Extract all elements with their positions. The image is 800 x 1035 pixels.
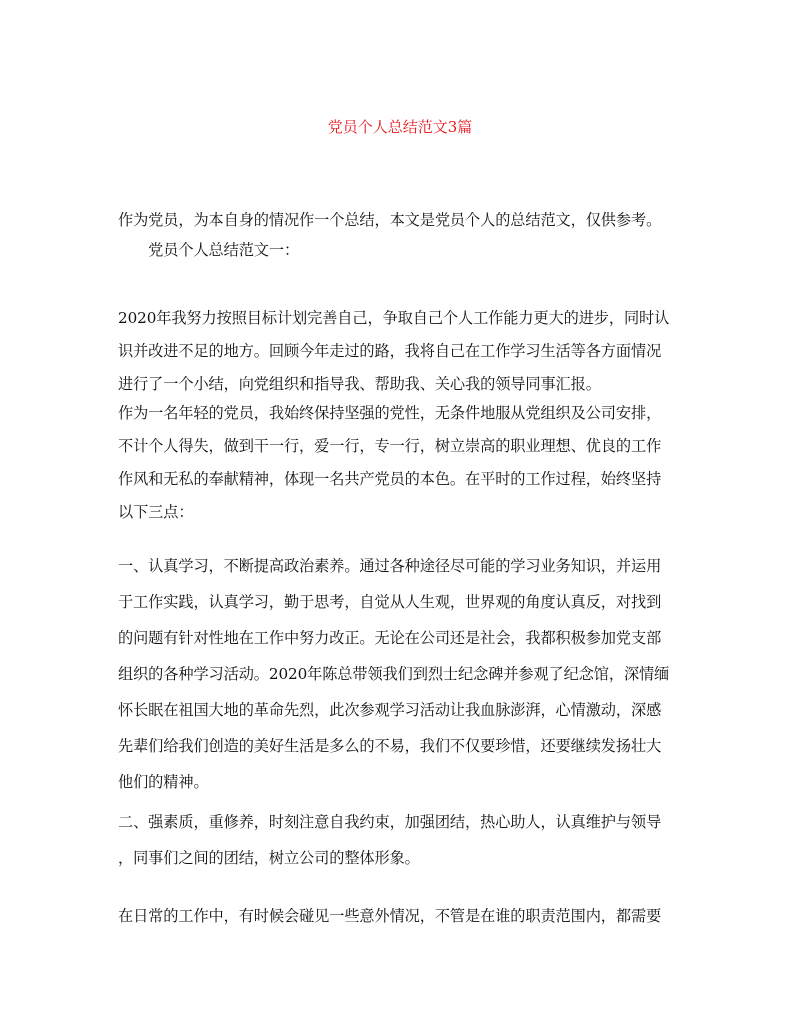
paragraph-line: 先辈们给我们创造的美好生活是多么的不易，我们不仅要珍惜，还要继续发扬壮大: [118, 737, 662, 755]
paragraph-line: 二、强素质，重修养，时刻注意自我约束，加强团结，热心助人，认真维护与领导: [118, 813, 662, 831]
paragraph-line: 怀长眠在祖国大地的革命先烈，此次参观学习活动让我血脉澎湃，心情激动，深感: [118, 701, 662, 719]
paragraph-4: [118, 804, 684, 876]
paragraph-line: 在日常的工作中，有时候会碰见一些意外情况，不管是在谁的职责范围内，都需要: [118, 907, 662, 925]
paragraph-line: 进行了一个小结，向党组织和指导我、帮助我、关心我的领导同事汇报。: [118, 375, 601, 393]
paragraph-line: ，同事们之间的团结，树立公司的整体形象。: [118, 849, 420, 867]
paragraph-line: 作风和无私的奉献精神，体现一名共产党员的本色。在平时的工作过程，始终坚持: [118, 470, 662, 488]
paragraph-line: 组织的各种学习活动。2020年陈总带领我们到烈士纪念碑并参观了纪念馆，深情缅: [118, 665, 670, 683]
paragraph-line: 识并改进不足的地方。回顾今年走过的路，我将自己在工作学习生活等各方面情况: [118, 342, 662, 360]
paragraph-line: 作为一名年轻的党员，我始终保持坚强的党性，无条件地服从党组织及公司安排，: [118, 404, 662, 422]
paragraph-line: 的问题有针对性地在工作中努力改正。无论在公司还是社会，我都积极参加党支部: [118, 629, 662, 647]
section-heading: 党员个人总结范文一：: [118, 241, 300, 259]
paragraph-line: 以下三点：: [118, 503, 194, 521]
intro-paragraph: [118, 205, 684, 265]
paragraph-2: [118, 397, 684, 529]
paragraph-1: [118, 302, 684, 401]
paragraph-line: 他们的精神。: [118, 773, 209, 791]
intro-line: 作为党员，为本自身的情况作一个总结，本文是党员个人的总结范文，仅供参考。: [118, 211, 662, 229]
paragraph-line: 一、认真学习，不断提高政治素养。通过各种途径尽可能的学习业务知识，并运用: [118, 557, 662, 575]
document-title: 党员个人总结范文3篇: [327, 118, 473, 136]
paragraph-line: 不计个人得失，做到干一行，爱一行，专一行，树立崇高的职业理想、优良的工作: [118, 437, 662, 455]
paragraph-5: [118, 898, 684, 934]
paragraph-line: 2020年我努力按照目标计划完善自己，争取自己个人工作能力更大的进步，同时认: [118, 309, 670, 327]
paragraph-line: 于工作实践，认真学习，勤于思考，自觉从人生观，世界观的角度认真反，对找到: [118, 593, 662, 611]
paragraph-3: [118, 548, 684, 800]
